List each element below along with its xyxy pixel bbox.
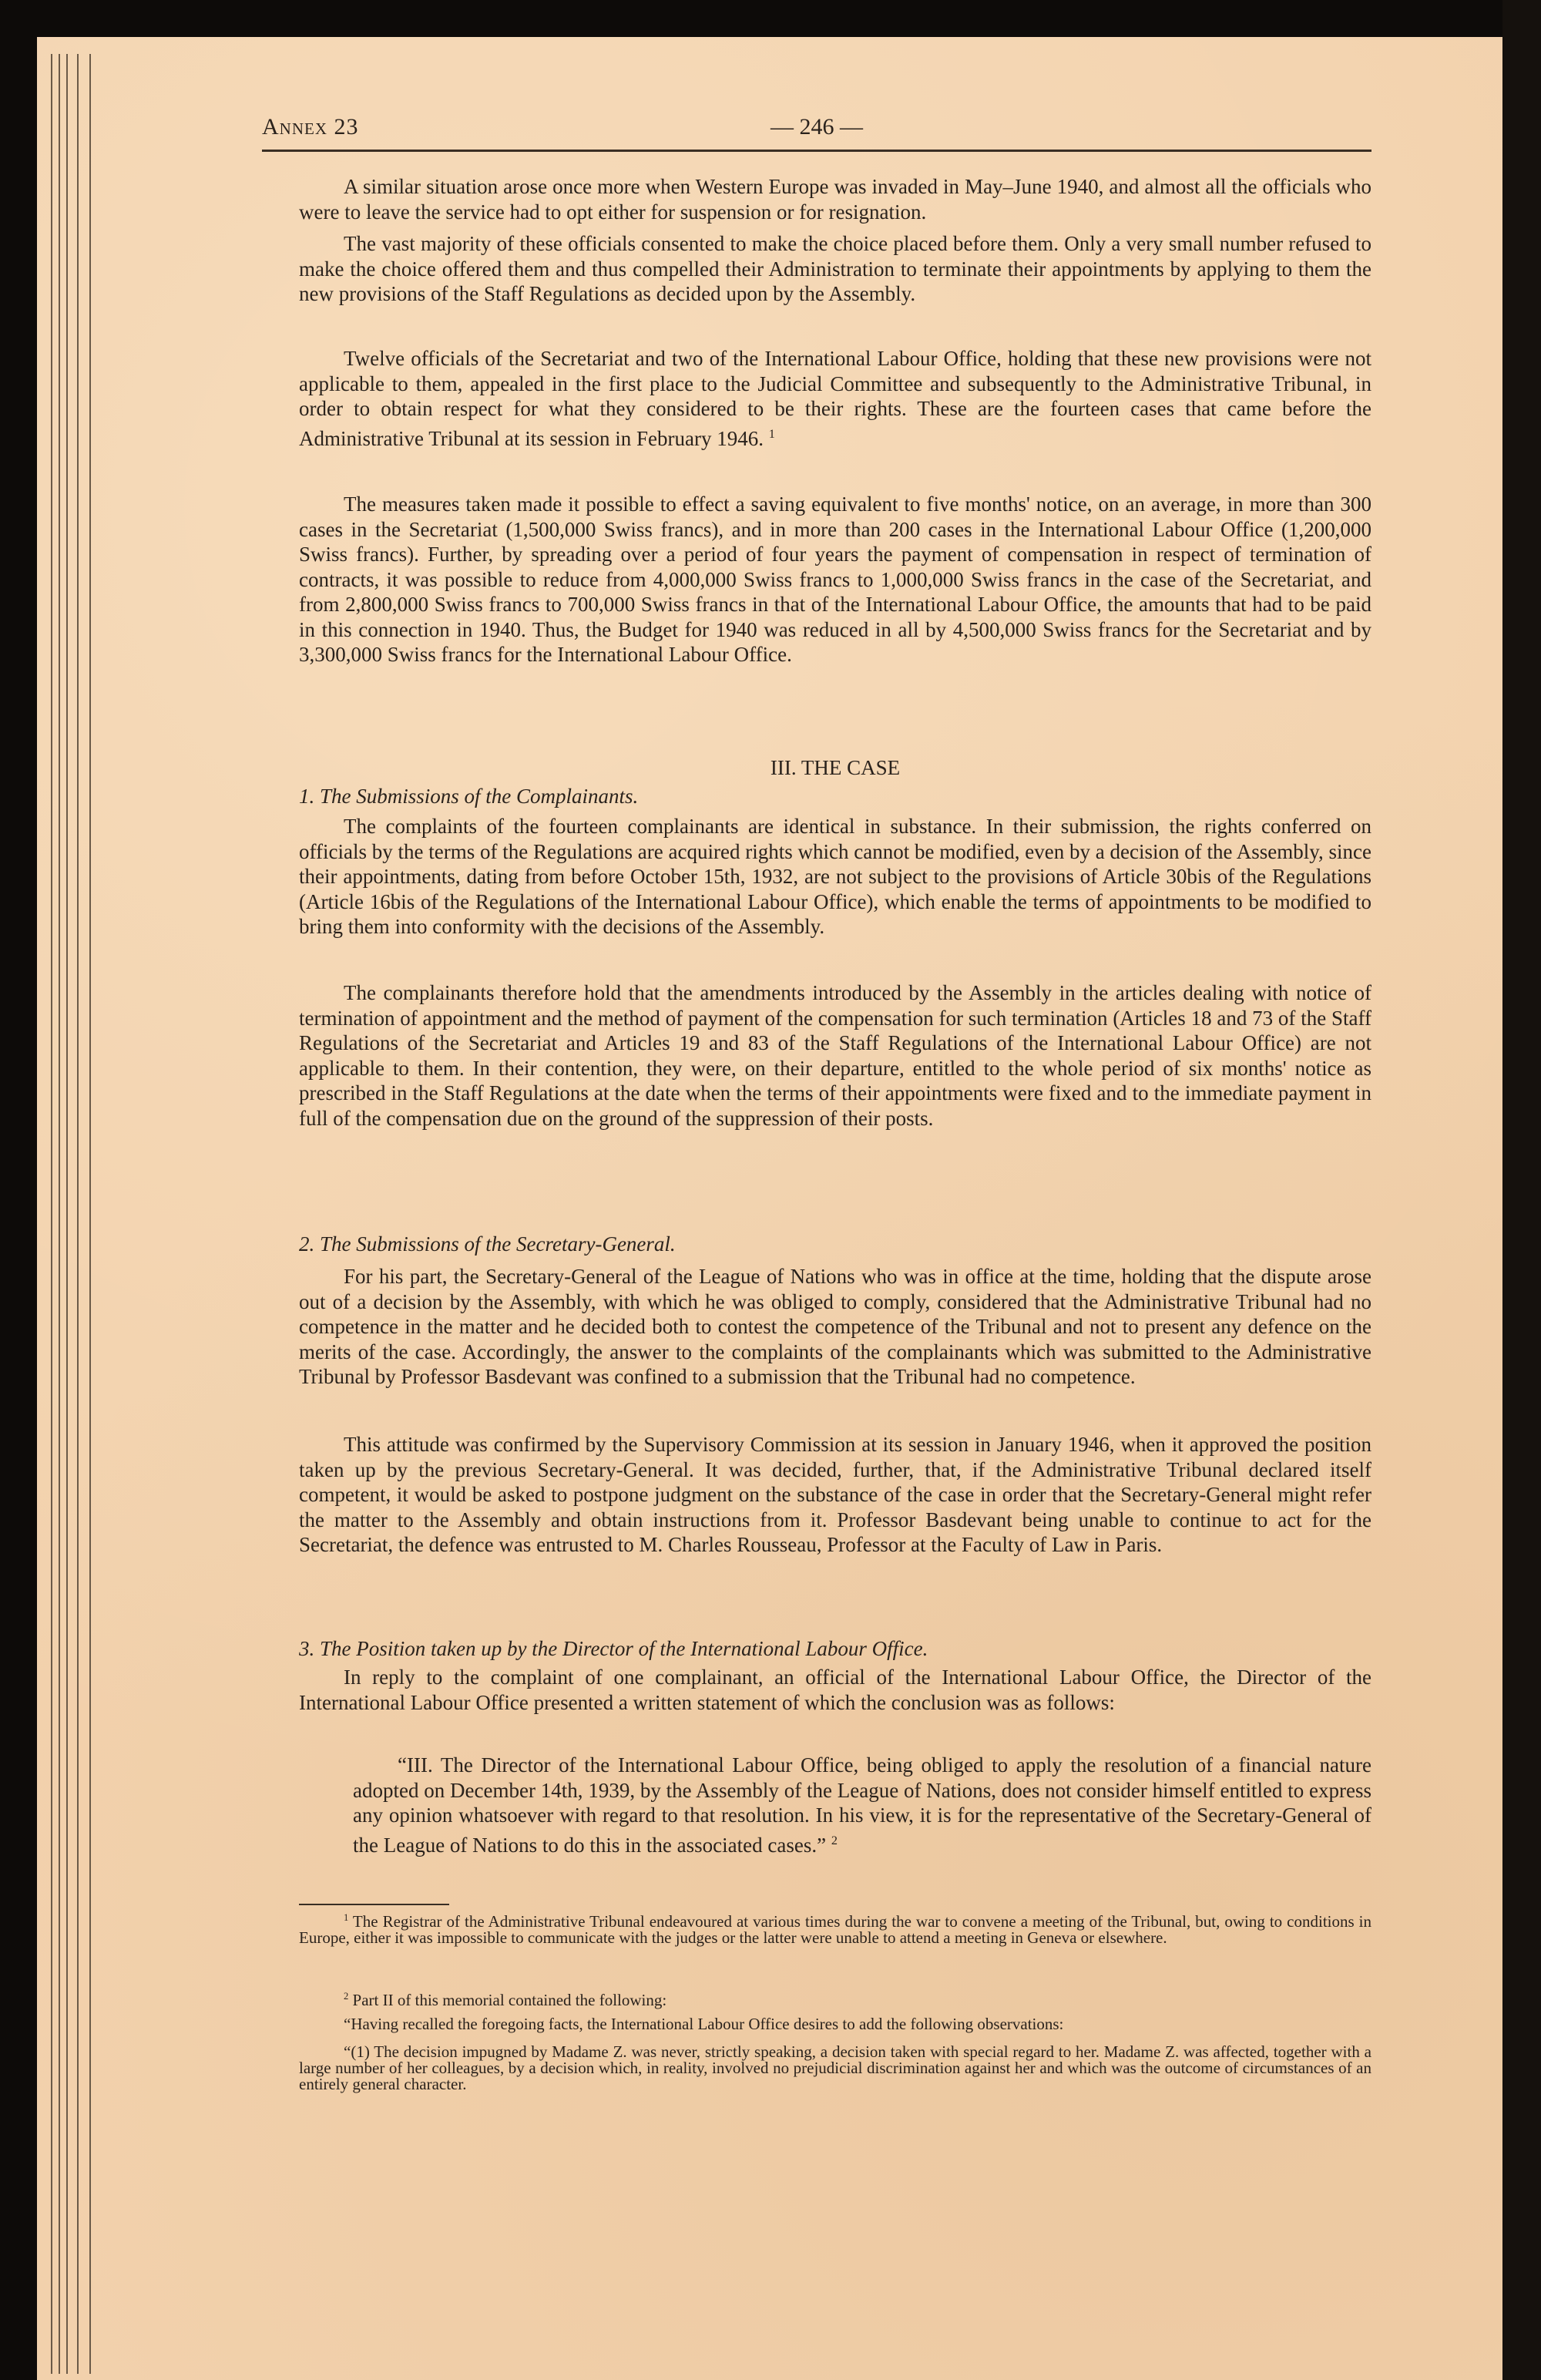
paragraph: The complaints of the fourteen complainants are identical in substance. In their submission, the rights conferred on officials by the terms of the Regulations are acquired rights which cannot be modified, even by a decision of the Assembly, since their appointments, dating from before October 15th, 1932, are not subject to the provisions of Article 30bis of the Regulations (Article 16bis of the Regulations of the International Labour Office), which enable the terms of appointments to be modified to bring them into conformity with the decisions of the Assembly. — [299, 815, 1371, 938]
footnote-ref: 1 — [768, 426, 775, 441]
page-number: — 246 — — [770, 114, 863, 140]
header-rule — [262, 150, 1371, 152]
subsection-heading: 3. The Position taken up by the Director of the International Labour Office. — [299, 1637, 928, 1660]
footnote-continuation: “(1) The decision impugned by Madame Z. was never, strictly speaking, a decision taken with special regard to her. Madame Z. was affected, together with a large number of her colleagues, by a decision which, in reality, involved no prejudicial discrimination against her and which was the outcome of circumstances of an entirely general character. — [299, 2042, 1371, 2093]
running-header: Annex 23 — [262, 114, 359, 140]
paragraph: This attitude was confirmed by the Supervisory Commission at its session in January 1946, when it approved the position taken up by the previous Secretary-General. It was decided, further, that, if the Administrative Tribunal declared itself competent, it would be asked to postpone judgment on the substance of the case in order that the Secretary-General might refer the matter to the Assembly and obtain instructions from it. Professor Basdevant being unable to continue to act for the Secretariat, the defence was entrusted to M. Charles Rousseau, Professor at the Faculty of Law in Paris. — [299, 1433, 1371, 1556]
paragraph: The complainants therefore hold that the amendments introduced by the Assembly in the articles dealing with notice of termination of appointment and the method of payment of the compensation for such termination (Articles 18 and 73 of the Staff Regulations of the Secretariat and Articles 19 and 83 of the Staff Regulations of the International Labour Office) are not applicable to them. In their contention, they were, on their departure, entitled to the whole period of six months' notice as prescribed in the Staff Regulations at the date when the terms of their appointments were fixed and to the immediate payment in full of the compensation due on the ground of the suppression of their posts. — [299, 981, 1371, 1130]
footnote-mark: 2 — [344, 1991, 349, 2002]
paragraph: In reply to the complaint of one complainant, an official of the International Labour Office, the Director of the International Labour Office presented a written statement of which the conclusion was as follows: — [299, 1666, 1371, 1714]
paragraph — [299, 346, 1371, 451]
footnote-text: The Registrar of the Administrative Tribunal endeavoured at various times during the war to convene a meeting of the Tribunal, but, owing to conditions in Europe, either it was impossible to communicate with the judges or the latter were unable to attend a meeting in Geneva or elsewhere. — [299, 1912, 1371, 1947]
footnote — [299, 1910, 1371, 1946]
subsection-heading: 2. The Submissions of the Secretary-General. — [299, 1232, 676, 1256]
paragraph: For his part, the Secretary-General of the League of Nations who was in office at the time, holding that the dispute arose out of a decision by the Assembly, with which he was obliged to comply, considered that the Administrative Tribunal had no competence in the matter and he decided both to contest the competence of the Tribunal and not to present any defence on the merits of the case. Accordingly, the answer to the complaints of the complainants which was submitted to the Administrative Tribunal by Professor Basdevant was confined to a submission that the Tribunal had no competence. — [299, 1265, 1371, 1388]
scan-border — [1502, 0, 1541, 2380]
subsection-heading: 1. The Submissions of the Complainants. — [299, 785, 639, 808]
footnote-continuation: “Having recalled the foregoing facts, the International Labour Office desires to add the following observations: — [344, 2015, 1064, 2033]
paragraph: A similar situation arose once more when Western Europe was invaded in May–June 1940, and almost all the officials who were to leave the service had to opt either for suspension or for resignation. — [299, 175, 1371, 224]
footnote-rule — [299, 1904, 449, 1905]
quote-text: “III. The Director of the International Labour Office, being obliged to apply the resolution of a financial nature adopted on December 14th, 1939, by the Assembly of the League of Nations, does not consider himself entitled to express any opinion whatsoever with regard to that resolution. In his view, it is for the representative of the Secretary-General of the League of Nations to do this in the associated cases.” — [353, 1753, 1371, 1857]
paragraph: The measures taken made it possible to effect a saving equivalent to five months' notice, on an average, in more than 300 cases in the Secretariat (1,500,000 Swiss francs), and in more than 200 cases in the International Labour Office (1,200,000 Swiss francs). Further, by spreading over a period of four years the payment of compensation in respect of termination of contracts, it was possible to reduce from 4,000,000 Swiss francs to 1,000,000 Swiss francs in the case of the Secretariat, and from 2,800,000 Swiss francs to 700,000 Swiss francs in that of the International Labour Office, the amounts that had to be paid in this connection in 1940. Thus, the Budget for 1940 was reduced in all by 4,500,000 Swiss francs for the Secretariat and by 3,300,000 Swiss francs for the International Labour Office. — [299, 492, 1371, 666]
paragraph: The vast majority of these officials consented to make the choice placed before them. Only a very small number refused to make the choice offered them and thus compelled their Administration to terminate their appointments by applying to them the new provisions of the Staff Regulations as decided upon by the Assembly. — [299, 232, 1371, 305]
page-stack-edges — [37, 54, 99, 2374]
block-quote — [353, 1753, 1371, 1857]
paragraph-text: Twelve officials of the Secretariat and two of the International Labour Office, holding that these new provisions were not applicable to them, appealed in the first place to the Judicial Committee and subsequently to the Administrative Tribunal, in order to obtain respect for what they considered to be their rights. These are the fourteen cases that came before the Administrative Tribunal at its session in February 1946. — [299, 347, 1371, 450]
footnote-ref: 2 — [831, 1833, 838, 1847]
footnote-text: Part II of this memorial contained the following: — [352, 1991, 667, 2009]
section-heading: III. THE CASE — [770, 756, 901, 779]
footnote-mark: 1 — [344, 1912, 349, 1923]
footnote — [299, 1988, 1371, 2009]
